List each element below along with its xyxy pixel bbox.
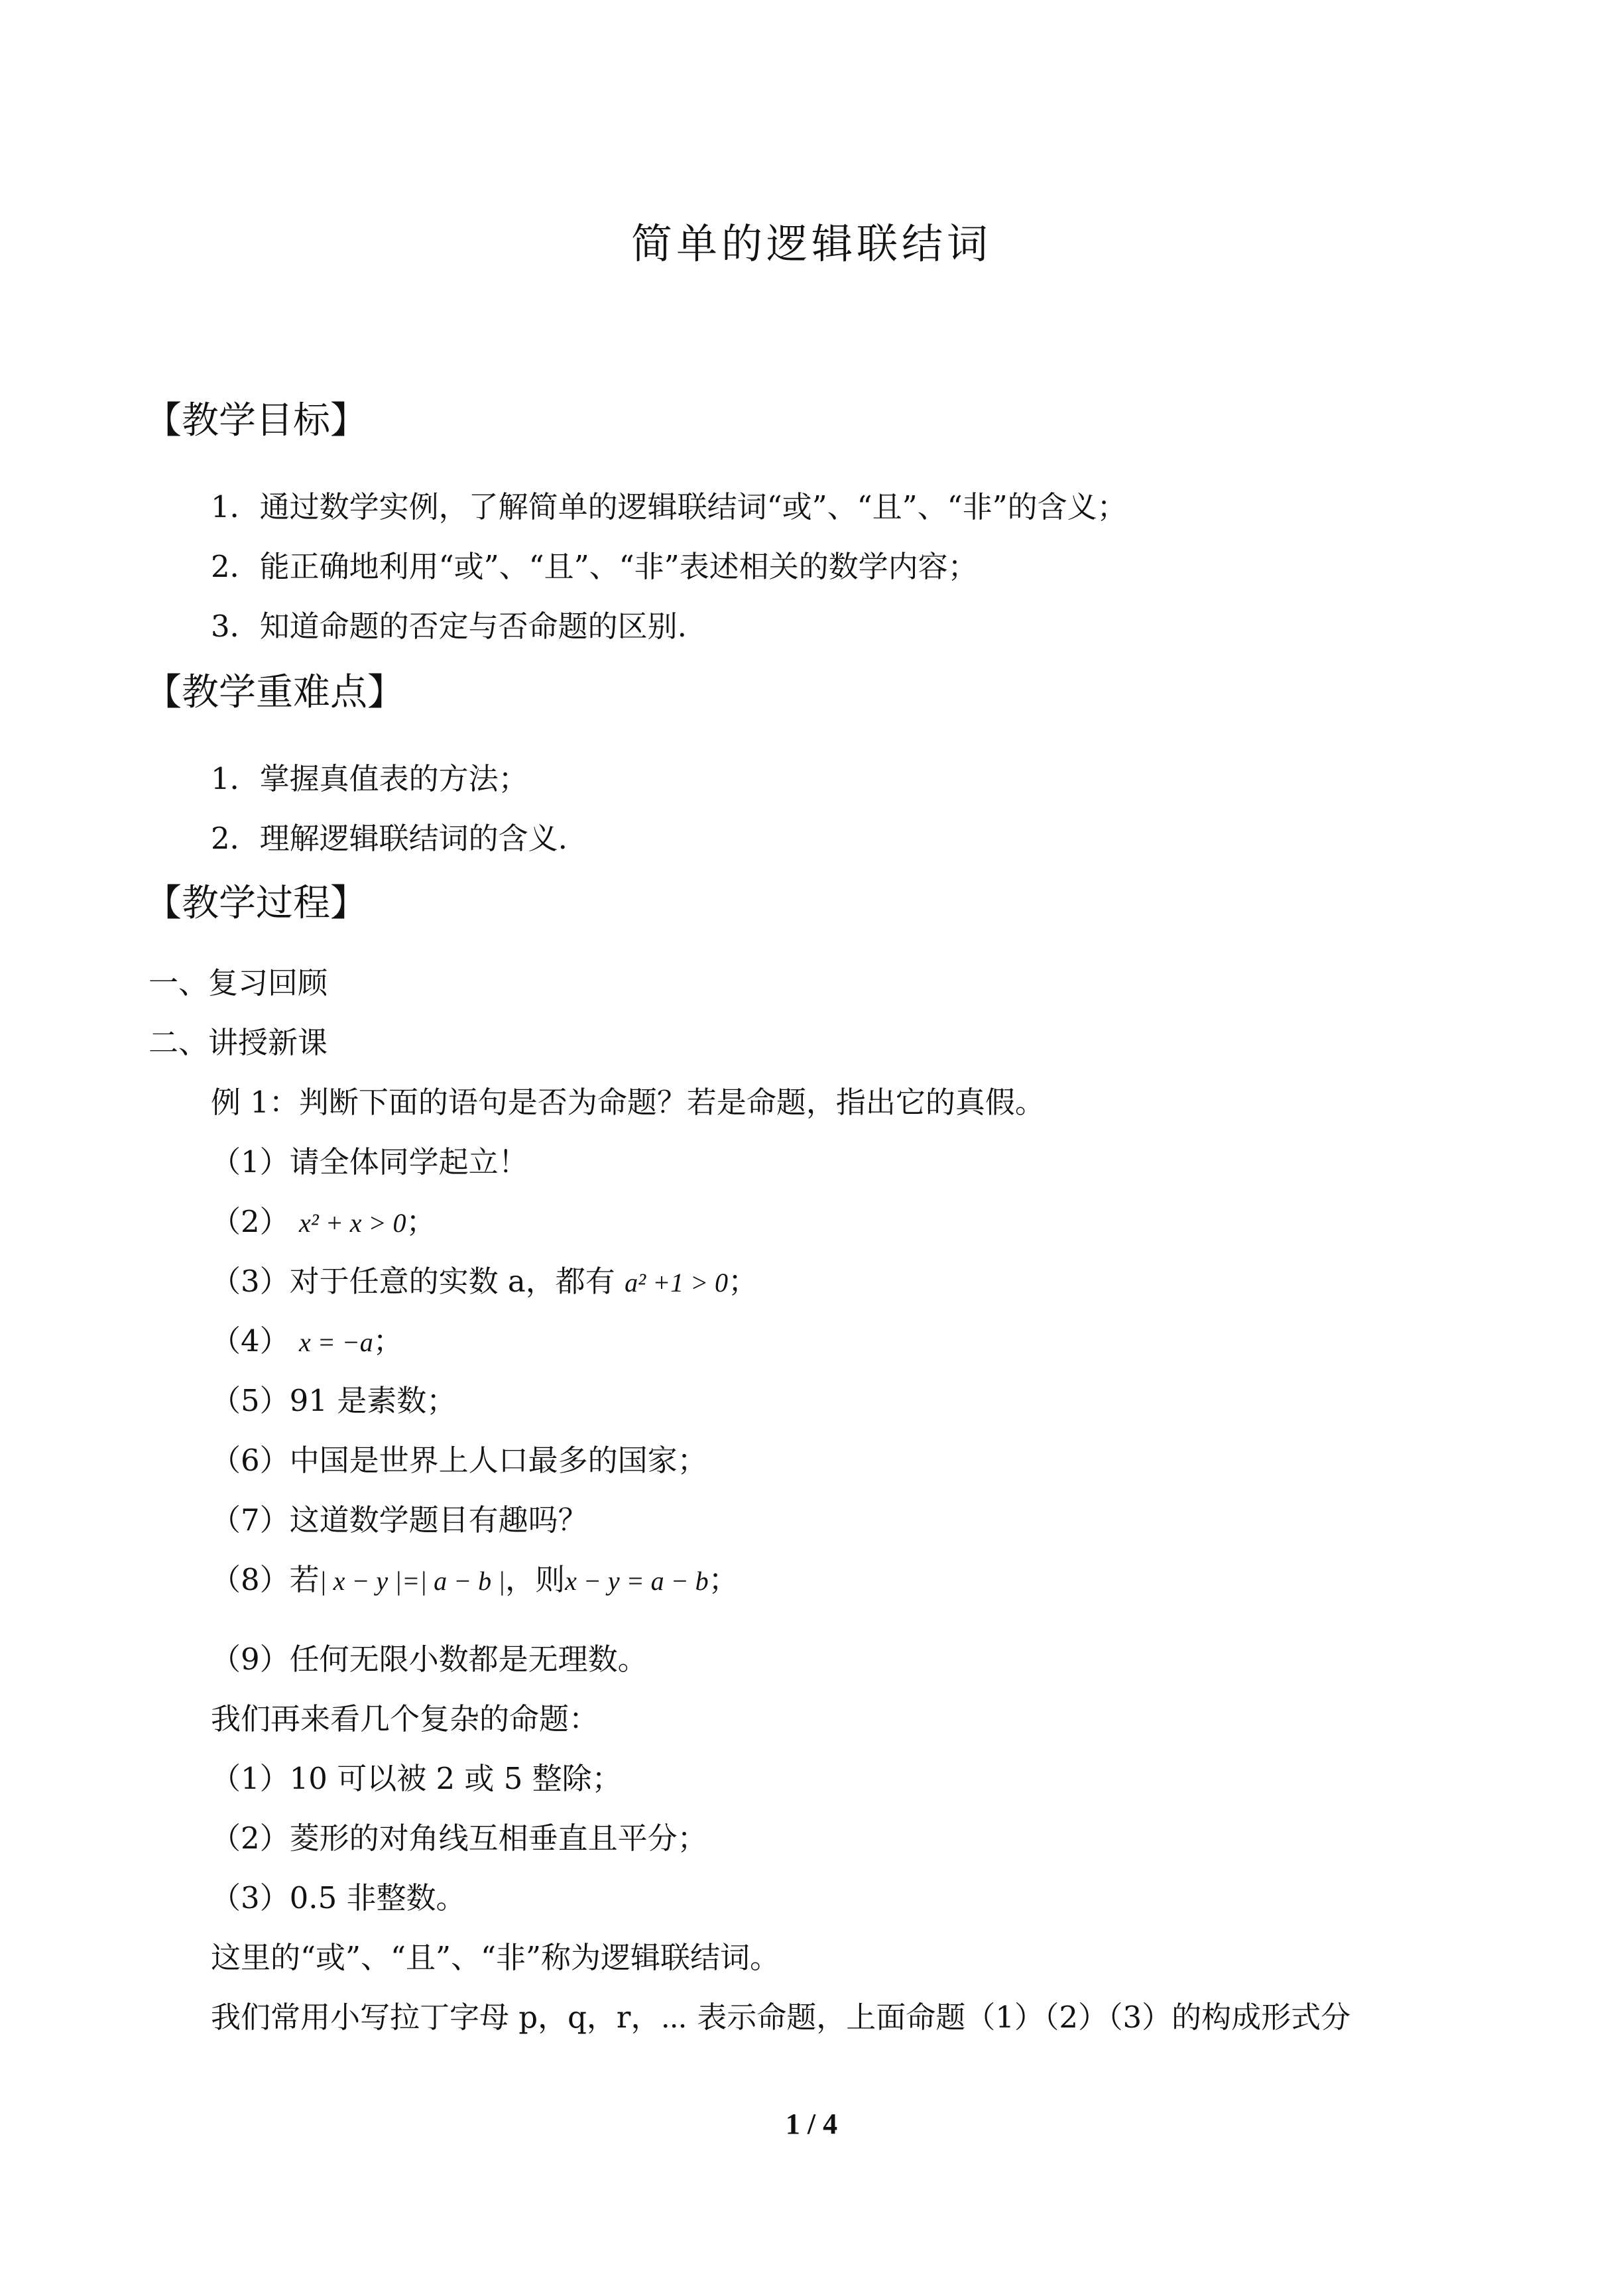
heading-process: 【教学过程】 <box>145 882 367 925</box>
example-4-label: （4） <box>211 1323 290 1359</box>
page-number: 1 / 4 <box>785 2108 838 2140</box>
example-8-tail: ； <box>708 1562 739 1597</box>
key-point-2: 2．理解逻辑联结词的含义. <box>211 821 568 856</box>
example-intro: 例 1：判断下面的语句是否为命题？若是命题，指出它的真假。 <box>211 1085 1045 1120</box>
example-4-formula: x = −a <box>298 1327 373 1357</box>
complex-item-1: （1）10 可以被 2 或 5 整除； <box>211 1761 622 1796</box>
page-title: 简单的逻辑联结词 <box>631 219 992 268</box>
example-2 <box>211 1197 436 1240</box>
example-8 <box>211 1555 739 1599</box>
complex-item-3: （3）0.5 非整数。 <box>211 1880 466 1915</box>
example-1: （1）请全体同学起立！ <box>211 1144 528 1179</box>
notation-line: 我们常用小写拉丁字母 p，q，r，⋯ 表示命题，上面命题（1）（2）（3）的构成形式分 <box>211 2000 1351 2035</box>
part-new-lesson: 二、讲授新课 <box>149 1025 328 1060</box>
example-5: （5）91 是素数； <box>211 1383 457 1418</box>
example-3-text: （3）对于任意的实数 a，都有 <box>211 1264 615 1299</box>
connectives-note: 这里的“或”、“且”、“非”称为逻辑联结词。 <box>211 1940 780 1975</box>
goal-item-1: 1．通过数学实例，了解简单的逻辑联结词“或”、“且”、“非”的含义； <box>211 489 1127 524</box>
goal-item-3: 3．知道命题的否定与否命题的区别. <box>211 609 687 644</box>
example-2-formula: x² + x > 0 <box>298 1208 406 1238</box>
example-4 <box>211 1317 403 1360</box>
complex-intro: 我们再来看几个复杂的命题： <box>211 1701 599 1736</box>
example-6: （6）中国是世界上人口最多的国家； <box>211 1443 707 1478</box>
key-point-1: 1．掌握真值表的方法； <box>211 761 528 796</box>
example-2-tail: ； <box>406 1204 436 1239</box>
example-8-formula-1: | x − y |=| a − b | <box>319 1566 506 1596</box>
example-9: （9）任何无限小数都是无理数。 <box>211 1642 648 1677</box>
example-8-formula-2: x − y = a − b <box>565 1566 709 1596</box>
example-8-mid: ，则 <box>505 1562 566 1597</box>
complex-item-2: （2）菱形的对角线互相垂直且平分； <box>211 1821 707 1856</box>
example-3-formula: a² +1 > 0 <box>625 1268 729 1298</box>
heading-key-points: 【教学重难点】 <box>145 671 404 714</box>
example-8-label: （8）若 <box>211 1562 320 1597</box>
example-3 <box>211 1257 758 1300</box>
example-7: （7）这道数学题目有趣吗？ <box>211 1502 588 1538</box>
example-4-tail: ； <box>373 1323 403 1359</box>
example-2-label: （2） <box>211 1204 290 1239</box>
example-3-tail: ； <box>728 1264 758 1299</box>
part-review: 一、复习回顾 <box>149 965 328 1000</box>
heading-goals: 【教学目标】 <box>145 399 367 442</box>
goal-item-2: 2．能正确地利用“或”、“且”、“非”表述相关的数学内容； <box>211 549 978 584</box>
